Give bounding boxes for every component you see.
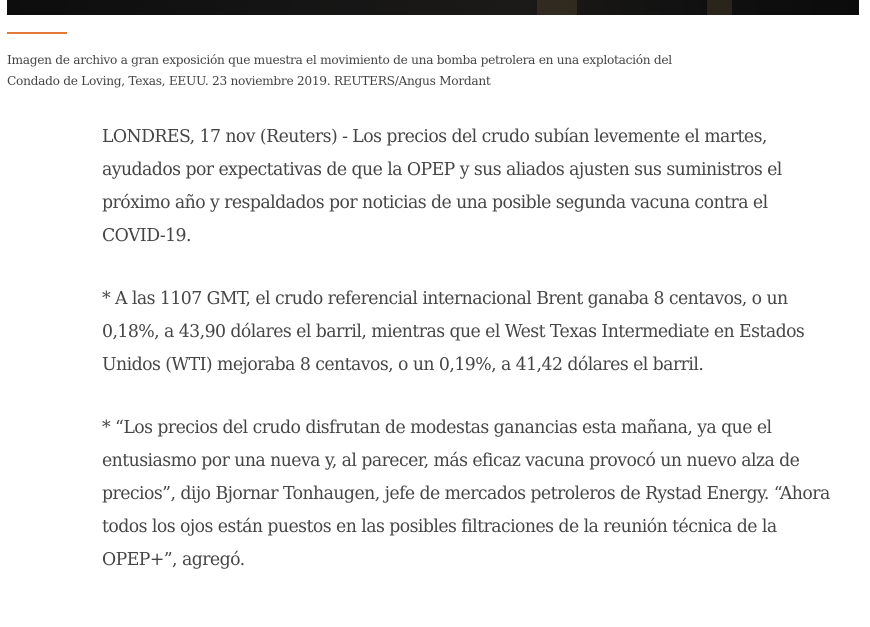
paragraph-line: todos los ojos están puestos en las posibles filtraciones de la reunión técnica de la: [102, 517, 777, 537]
paragraph-line: Unidos (WTI) mejoraba 8 centavos, o un 0,19%, a 41,42 dólares el barril.: [102, 355, 704, 375]
photo-highlight: [707, 0, 732, 15]
caption-line: Imagen de archivo a gran exposición que muestra el movimiento de una bomba petrolera en una explotación del: [7, 53, 672, 67]
paragraph-line: COVID-19.: [102, 226, 191, 246]
paragraph-line: entusiasmo por una nueva y, al parecer, más eficaz vacuna provocó un nuevo alza de: [102, 451, 800, 471]
paragraph-line: precios”, dijo Bjornar Tonhaugen, jefe de mercados petroleros de Rystad Energy. “Ahora: [102, 484, 830, 504]
article-paragraph-quote: [102, 412, 862, 577]
paragraph-line: LONDRES, 17 nov (Reuters) - Los precios del crudo subían levemente el martes,: [102, 127, 767, 147]
photo-highlight: [537, 0, 577, 15]
photo-caption: [7, 50, 707, 92]
paragraph-line: 0,18%, a 43,90 dólares el barril, mientras que el West Texas Intermediate en Estados: [102, 322, 805, 342]
paragraph-line: próximo año y respaldados por noticias de una posible segunda vacuna contra el: [102, 193, 768, 213]
article-paragraph-lead: [102, 121, 862, 253]
article-body: [102, 121, 862, 607]
paragraph-line: OPEP+”, agregó.: [102, 550, 245, 570]
paragraph-line: ayudados por expectativas de que la OPEP y sus aliados ajusten sus suministros el: [102, 160, 782, 180]
caption-line: Condado de Loving, Texas, EEUU. 23 noviembre 2019. REUTERS/Angus Mordant: [7, 74, 491, 88]
article-paragraph-prices: [102, 283, 862, 382]
paragraph-line: * “Los precios del crudo disfrutan de modestas ganancias esta mañana, ya que el: [102, 418, 772, 438]
paragraph-line: * A las 1107 GMT, el crudo referencial internacional Brent ganaba 8 centavos, o un: [102, 289, 788, 309]
article-photo: [7, 0, 859, 15]
caption-accent-rule: [7, 32, 67, 34]
